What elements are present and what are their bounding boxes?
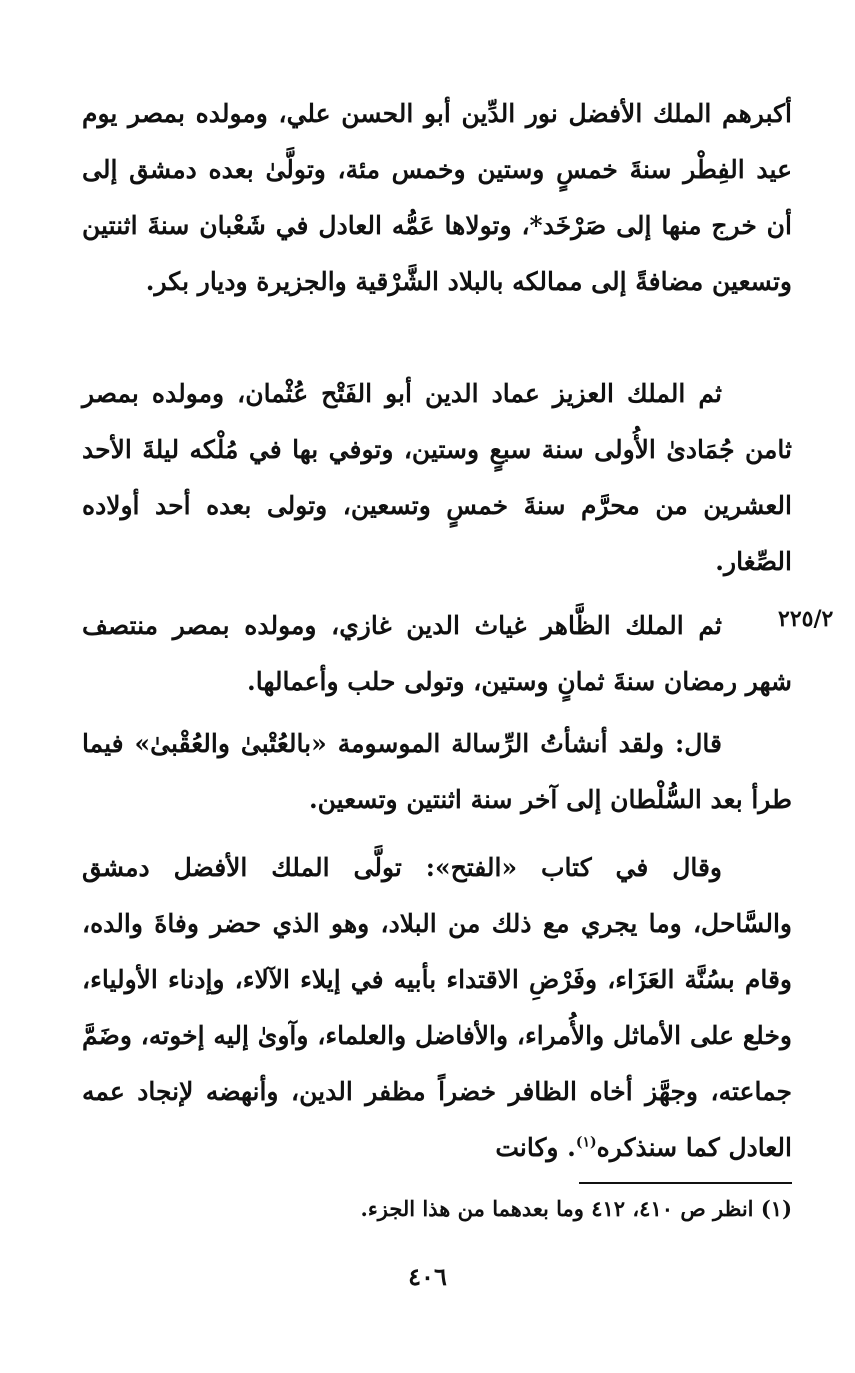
footnote: (١) انظر ص ٤١٠، ٤١٢ وما بعدهما من هذا الجزء. — [360, 1196, 792, 1221]
margin-reference: ٢٢٥/٢ — [778, 606, 834, 632]
footnote-divider — [579, 1182, 792, 1184]
paragraph-5-text: وقال في كتاب «الفتح»: تولَّى الملك الأفضل دمشق والسَّاحل، وما يجري مع ذلك من البلاد، وهو الذي حضر وفاةَ والده، وقام بسُنَّة العَزَاء، وفَرْضِ الاقتداء بأبيه في إيلاء الآلاء، وإدناء الأولياء، وخلع على الأماثل والأُمراء، والأفاضل والعلماء، وآوىٰ إليه إخوته، وضَمَّ جماعته، وجهَّز أخاه الظافر خضراً مظفر الدين، وأنهضه لإنجاد عمه العادل كما سنذكره — [82, 853, 792, 1162]
page-number: ٤٠٦ — [408, 1262, 447, 1291]
paragraph-1: أكبرهم الملك الأفضل نور الدِّين أبو الحسن علي، ومولده بمصر يوم عيد الفِطْر سنةَ خمسٍ وستين وخمس مئة، وتولَّىٰ بعده دمشق إلى أن خرج منها إلى صَرْخَد*، وتولاها عَمُّه العادل في شَعْبان سنةَ اثنتين وتسعين مضافةً إلى ممالكه بالبلاد الشَّرْقية والجزيرة وديار بكر. — [82, 99, 792, 296]
paragraph-5-tail: . وكانت — [495, 1133, 576, 1162]
footnote-reference: (١) — [575, 1134, 597, 1151]
paragraph-3: ثم الملك الظَّاهر غياث الدين غازي، ومولده بمصر منتصف شهر رمضان سنةَ ثمانٍ وستين، وتولى حلب وأعمالها. — [82, 611, 792, 696]
paragraph-2: ثم الملك العزيز عماد الدين أبو الفَتْح عُثْمان، ومولده بمصر ثامن جُمَادىٰ الأُولى سنة سبعٍ وستين، وتوفي بها في مُلْكه ليلةَ الأحد العشرين من محرَّم سنةَ خمسٍ وتسعين، وتولى بعده أحد أولاده الصِّغار. — [82, 379, 792, 576]
paragraph-5 — [82, 840, 792, 1176]
paragraph-4: قال: ولقد أنشأتُ الرِّسالة الموسومة «بالعُتْبىٰ والعُقْبىٰ» فيما طرأ بعد السُّلْطان إلى آخر سنة اثنتين وتسعين. — [82, 729, 792, 814]
